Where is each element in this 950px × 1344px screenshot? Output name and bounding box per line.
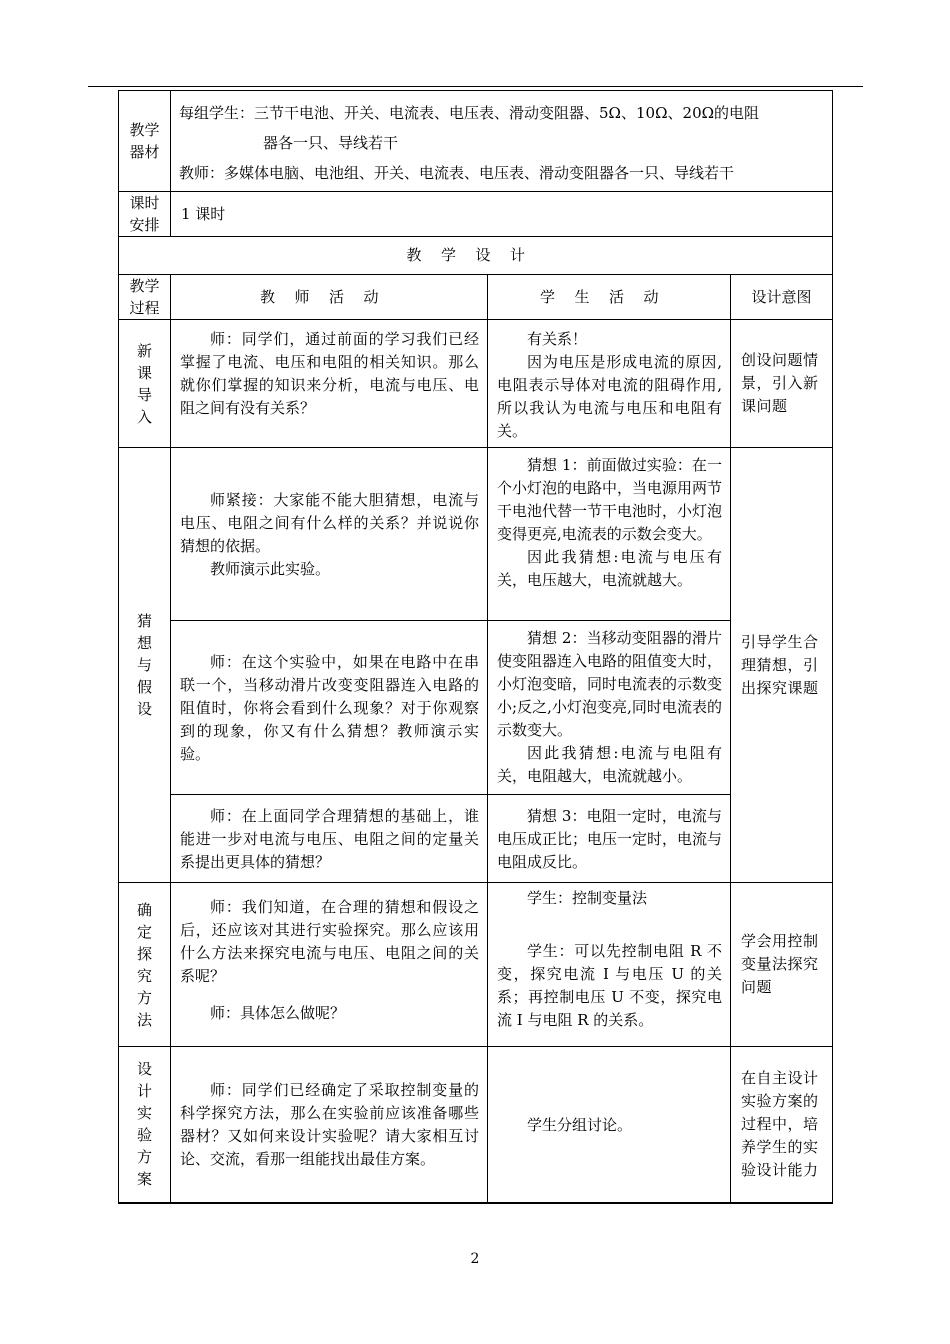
section-hypothesis-teacher-2: 师：在这个实验中，如果在电路中在串联一个，当移动滑片改变变阻器连入电路的阻值时，你将会看到什么现象？对于你观察到的现象，你又有什么猜想？教师演示实验。: [171, 621, 488, 795]
section-hypothesis-student-1: 猜想 1：前面做过实验：在一个小灯泡的电路中，当电源用两节干电池代替一节干电池时，小灯泡变得更亮,电流表的示数会变大。 因此我猜想:电流与电压有关，电压越大，电流就越大。: [488, 448, 731, 621]
page-number: 2: [470, 1251, 480, 1267]
section-hypothesis-row-2: [119, 621, 833, 795]
section-method-name: 确定探究方法: [119, 883, 171, 1047]
section-intro-student: 有关系！ 因为电压是形成电流的原因,电阻表示导体对电流的阻碍作用,所以我认为电流与电压和电阻有关。: [488, 320, 731, 448]
section-hypothesis-student-3: 猜想 3：电阻一定时，电流与电压成正比；电压一定时，电流与电阻成反比。: [488, 795, 731, 883]
section-method-intent: 学会用控制变量法探究问题: [731, 883, 833, 1047]
section-intro-name: 新课导入: [119, 320, 171, 448]
section-method-student: 学生：控制变量法 学生：可以先控制电阻 R 不变，探究电流 I 与电压 U 的关系；再控制电压 U 不变，探究电流 I 与电阻 R 的关系。: [488, 883, 731, 1047]
section-hypothesis-row-1: [119, 448, 833, 621]
materials-students-cont: 器各一只、导线若干: [263, 134, 399, 152]
lesson-plan-table: [118, 90, 833, 1204]
section-intro-teacher: 师：同学们，通过前面的学习我们已经掌握了电流、电压和电阻的相关知识。那么就你们掌握的知识来分析，电流与电压、电阻之间有没有关系？: [171, 320, 488, 448]
section-hypothesis-student-2: 猜想 2：当移动变阻器的滑片使变阻器连入电路的阻值变大时，小灯泡变暗，同时电流表的示数变小;反之,小灯泡变亮,同时电流表的示数变大。 因此我猜想:电流与电阻有关，电阻越大，电流就越小。: [488, 621, 731, 795]
section-hypothesis-name: 猜想与假设: [119, 448, 171, 883]
materials-students: 每组学生：三节干电池、开关、电流表、电压表、滑动变阻器、5Ω、10Ω、20Ω的电阻: [179, 104, 760, 122]
section-design-row: [119, 1047, 833, 1203]
materials-row: [119, 91, 833, 192]
section-design-teacher: 师：同学们已经确定了采取控制变量的科学探究方法，那么在实验前应该准备哪些器材？又如何来设计实验呢？请大家相互讨论、交流，看那一组能找出最佳方案。: [171, 1047, 488, 1203]
materials-content: [171, 91, 833, 192]
section-design-intent: 在自主设计实验方案的过程中，培养学生的实验设计能力: [731, 1047, 833, 1203]
section-design-name: 设计实验方案: [119, 1047, 171, 1203]
section-hypothesis-row-3: [119, 795, 833, 883]
col-process: 教学过程: [119, 275, 171, 320]
section-intro-intent: 创设问题情景，引入新课问题: [731, 320, 833, 448]
materials-teacher: 教师：多媒体电脑、电池组、开关、电流表、电压表、滑动变阻器各一只、导线若干: [179, 164, 735, 182]
section-design-student: 学生分组讨论。: [488, 1047, 731, 1203]
col-intent: 设计意图: [731, 275, 833, 320]
design-header: 教学设计: [119, 237, 833, 275]
section-method-teacher: 师：我们知道，在合理的猜想和假设之后，还应该对其进行实验探究。那么应该用什么方法来探究电流与电压、电阻之间的关系呢？ 师：具体怎么做呢？: [171, 883, 488, 1047]
header-rule: [88, 86, 863, 87]
section-intro-row: [119, 320, 833, 448]
schedule-value: 1 课时: [171, 192, 833, 237]
section-hypothesis-intent: 引导学生合理猜想，引出探究课题: [731, 448, 833, 883]
materials-label: 教学器材: [119, 91, 171, 192]
section-hypothesis-teacher-3: 师：在上面同学合理猜想的基础上，谁能进一步对电流与电压、电阻之间的定量关系提出更具体的猜想？: [171, 795, 488, 883]
section-method-row: [119, 883, 833, 1047]
col-teacher: 教师活动: [171, 275, 488, 320]
section-hypothesis-teacher-1: 师紧接：大家能不能大胆猜想，电流与电压、电阻之间有什么样的关系？并说说你猜想的依据。 教师演示此实验。: [171, 448, 488, 621]
column-header-row: [119, 275, 833, 320]
design-header-row: [119, 237, 833, 275]
schedule-label: 课时安排: [119, 192, 171, 237]
col-student: 学生活动: [488, 275, 731, 320]
schedule-row: [119, 192, 833, 237]
